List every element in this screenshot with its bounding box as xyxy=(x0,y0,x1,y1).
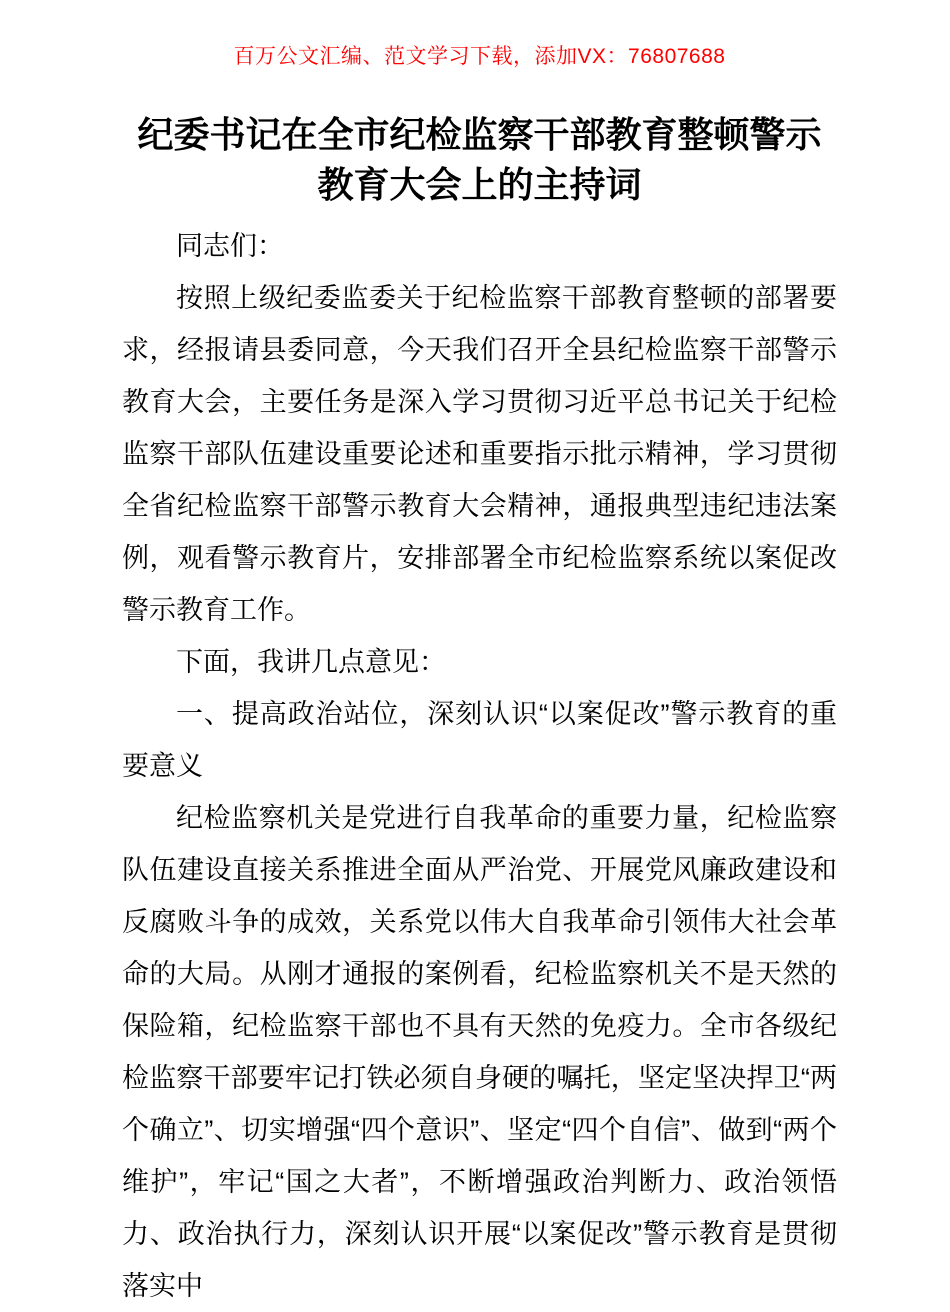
promo-notice: 百万公文汇编、范文学习下载，添加VX：76807688 xyxy=(233,45,726,68)
section-heading-one: 一、提高政治站位，深刻认识“以案促改”警示教育的重要意义 xyxy=(122,699,837,781)
document-title: 纪委书记在全市纪检监察干部教育整顿警示教育大会上的主持词 xyxy=(137,114,822,205)
paragraph-salutation: 同志们： xyxy=(176,231,284,261)
paragraph-section-one: 纪检监察机关是党进行自我革命的重要力量，纪检监察队伍建设直接关系推进全面从严治党、开展党风廉政建设和反腐败斗争的成效，关系党以伟大自我革命引领伟大社会革命的大局。从刚才通报的案例看，纪检监察机关不是天然的保险箱，纪检监察干部也不具有天然的免疫力。全市各级纪检监察干部要牢记打铁必须自身硬的嘱托，坚定坚决捍卫“两个确立”、切实增强“四个意识”、坚定“四个自信”、做到“两个维护”，牢记“国之大者”，不断增强政治判断力、政治领悟力、政治执行力，深刻认识开展“以案促改”警示教育是贯彻落实中 xyxy=(122,803,837,1301)
paragraph-opening: 按照上级纪委监委关于纪检监察干部教育整顿的部署要求，经报请县委同意，今天我们召开全县纪检监察干部警示教育大会，主要任务是深入学习贯彻习近平总书记关于纪检监察干部队伍建设重要论述和重要指示批示精神，学习贯彻全省纪检监察干部警示教育大会精神，通报典型违纪违法案例，观看警示教育片，安排部署全市纪检监察系统以案促改警示教育工作。 xyxy=(122,283,837,625)
paragraph-transition: 下面，我讲几点意见： xyxy=(176,647,446,677)
document-body xyxy=(122,220,837,1312)
